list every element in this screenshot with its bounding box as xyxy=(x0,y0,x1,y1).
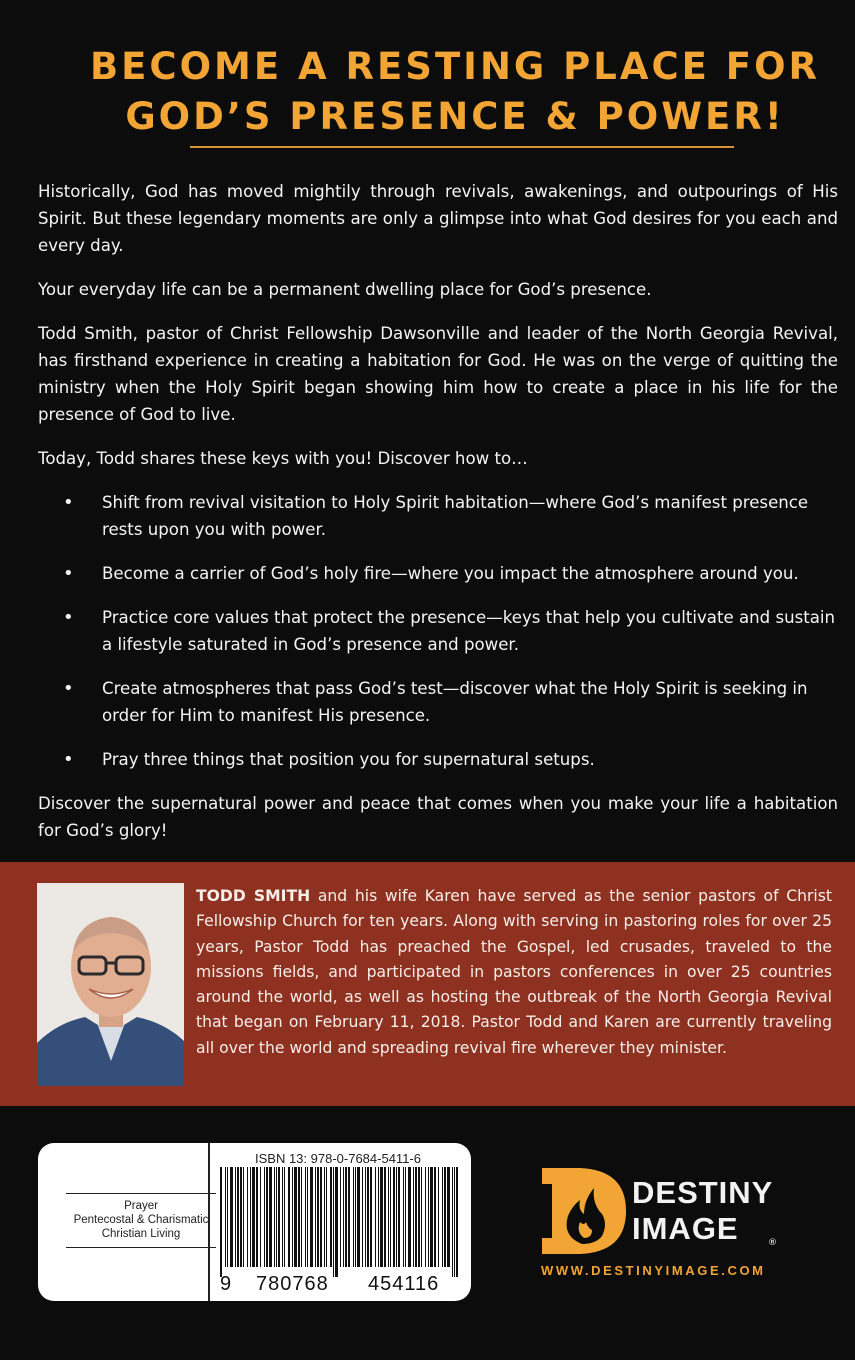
barcode-bar xyxy=(380,1167,383,1267)
publisher-name-line-2: IMAGE xyxy=(632,1211,739,1246)
barcode-bar xyxy=(230,1167,233,1267)
barcode-bar xyxy=(418,1167,420,1267)
barcode-bar xyxy=(294,1167,297,1267)
barcode-bar xyxy=(269,1167,272,1267)
barcode-bar xyxy=(240,1167,242,1267)
barcode-icon xyxy=(214,1167,464,1277)
barcode-bar xyxy=(415,1167,417,1267)
closing-paragraph: Discover the supernatural power and peace that comes when you make your life a habitation for God’s glory! xyxy=(38,794,838,840)
barcode-bar xyxy=(274,1167,275,1267)
barcode-bar xyxy=(390,1167,391,1267)
barcode-bar xyxy=(276,1167,277,1267)
barcode-bar xyxy=(375,1167,376,1267)
barcode-bar xyxy=(220,1167,222,1277)
barcode-bar xyxy=(388,1167,389,1267)
barcode-bar xyxy=(384,1167,386,1267)
barcode-bar xyxy=(260,1167,261,1267)
barcode-bar xyxy=(367,1167,369,1267)
isbn-digit-prefix: 9 xyxy=(220,1273,233,1295)
bullet-icon: • xyxy=(63,749,74,770)
publisher-logo xyxy=(540,1166,820,1256)
barcode-bar xyxy=(456,1167,458,1277)
barcode-bar xyxy=(345,1167,347,1267)
headline-line-1: BECOME A RESTING PLACE FOR xyxy=(89,45,821,88)
list-item xyxy=(38,604,838,658)
barcode-bar xyxy=(428,1167,429,1267)
barcode-bar xyxy=(225,1167,226,1267)
publisher-name-line-1: DESTINY xyxy=(632,1175,774,1210)
barcode-bar xyxy=(227,1167,228,1267)
barcode-bar xyxy=(335,1167,338,1277)
barcode-panel xyxy=(38,1143,471,1301)
benefit-list xyxy=(38,489,838,773)
barcode-bar xyxy=(447,1167,450,1267)
barcode-bar xyxy=(288,1167,290,1267)
barcode-divider xyxy=(208,1143,210,1301)
barcode-bar xyxy=(452,1167,453,1277)
barcode-bar xyxy=(243,1167,244,1267)
list-item xyxy=(38,560,838,587)
barcode-bar xyxy=(247,1167,248,1267)
list-item-text: Practice core values that protect the presence—keys that help you cultivate and sustain a lifestyle saturated in God’s presence and power. xyxy=(102,608,836,654)
flame-d-icon xyxy=(540,1166,628,1256)
barcode-bar xyxy=(252,1167,255,1267)
author-photo xyxy=(37,883,184,1086)
barcode-bar xyxy=(348,1167,350,1267)
barcode-bar xyxy=(292,1167,293,1267)
barcode-bar xyxy=(444,1167,446,1267)
barcode-bar xyxy=(353,1167,354,1267)
barcode-bar xyxy=(298,1167,300,1267)
barcode-bar xyxy=(430,1167,433,1267)
list-item-text: Become a carrier of God’s holy fire—where you impact the atmosphere around you. xyxy=(102,564,799,583)
headline xyxy=(60,42,850,142)
barcode-bar xyxy=(317,1167,319,1267)
isbn-digits-left: 780768 xyxy=(256,1273,329,1295)
author-bio xyxy=(196,884,832,1061)
list-item-text: Create atmospheres that pass God’s test—discover what the Holy Spirit is seeking in order for Him to manifest His presence. xyxy=(102,679,808,725)
barcode-bar xyxy=(237,1167,239,1267)
barcode-bar xyxy=(278,1167,280,1267)
bullet-icon: • xyxy=(63,678,74,699)
barcode-bar xyxy=(442,1167,443,1267)
list-item xyxy=(38,746,838,773)
barcode-bar xyxy=(266,1167,268,1267)
description xyxy=(38,178,838,861)
barcode-bar xyxy=(256,1167,258,1267)
barcode-bar xyxy=(250,1167,251,1267)
barcode-bar xyxy=(310,1167,313,1267)
barcode-bar xyxy=(393,1167,395,1267)
barcode-bar xyxy=(438,1167,439,1267)
author-bio-text: and his wife Karen have served as the senior pastors of Christ Fellowship Church for ten years. Along with serving in pastoring roles for over 25 years, Pastor Todd has preached the Gospel, led crusades, traveled to the missions fields, and participated in pastors conferences in over 25 countries around the world, as well as hosting the outbreak of the North Georgia Revival that began on February 11, 2018. Pastor Todd and Karen are currently traveling all over the world and spreading revival fire wherever they minister. xyxy=(196,887,832,1057)
barcode-bar xyxy=(362,1167,363,1267)
category-label: Pentecostal & Charismatic xyxy=(73,1214,209,1226)
barcode-bar xyxy=(413,1167,414,1267)
barcode-bar xyxy=(408,1167,411,1267)
isbn-label: ISBN 13: 978-0-7684-5411-6 xyxy=(255,1151,421,1166)
barcode-bar xyxy=(396,1167,397,1267)
barcode-bar xyxy=(378,1167,379,1267)
headline-divider xyxy=(190,146,734,148)
barcode-bar xyxy=(282,1167,283,1267)
author-bio-band xyxy=(0,862,855,1106)
category-label: Christian Living xyxy=(101,1228,181,1240)
author-portrait-icon xyxy=(37,883,184,1086)
bullet-icon: • xyxy=(63,607,74,628)
barcode-bar xyxy=(403,1167,404,1267)
registered-icon: ® xyxy=(768,1238,777,1248)
barcode-bar xyxy=(326,1167,327,1267)
isbn-digits-right: 454116 xyxy=(368,1273,440,1295)
barcode-bar xyxy=(454,1167,455,1277)
bullet-icon: • xyxy=(63,563,74,584)
barcode-bar xyxy=(398,1167,400,1267)
barcode-bar xyxy=(343,1167,344,1267)
headline-line-2: GOD’S PRESENCE & POWER! xyxy=(125,95,785,138)
barcode-bar xyxy=(305,1167,306,1267)
category-box xyxy=(66,1193,216,1248)
barcode-bar xyxy=(357,1167,360,1267)
barcode-bar xyxy=(421,1167,422,1267)
barcode-bar xyxy=(355,1167,356,1267)
barcode-bar xyxy=(340,1167,341,1267)
barcode-bar xyxy=(324,1167,325,1267)
barcode-bar xyxy=(235,1167,236,1267)
intro-paragraph: Your everyday life can be a permanent dwelling place for God’s presence. xyxy=(38,280,652,299)
barcode-bar xyxy=(434,1167,436,1267)
list-item-text: Shift from revival visitation to Holy Spirit habitation—where God’s manifest presence rests upon you with power. xyxy=(102,493,809,539)
barcode-bar xyxy=(320,1167,322,1267)
barcode-bar xyxy=(370,1167,372,1267)
list-item-text: Pray three things that position you for supernatural setups. xyxy=(102,750,595,769)
barcode-bar xyxy=(315,1167,316,1267)
barcode-bar xyxy=(425,1167,426,1267)
intro-paragraph: Historically, God has moved mightily through revivals, awakenings, and outpourings of His Spirit. But these legendary moments are only a glimpse into what God desires for you each and every day. xyxy=(38,182,838,255)
list-item xyxy=(38,489,838,543)
barcode-bar xyxy=(301,1167,302,1267)
barcode-bar xyxy=(365,1167,366,1267)
intro-paragraph: Today, Todd shares these keys with you! Discover how to… xyxy=(38,449,528,468)
barcode-bar xyxy=(405,1167,406,1267)
barcode-bar xyxy=(307,1167,308,1267)
intro-paragraph: Todd Smith, pastor of Christ Fellowship Dawsonville and leader of the North Georgia Revival, has firsthand experience in creating a habitation for God. He was on the verge of quitting the ministry when the Holy Spirit began showing him how to create a place in his life for the presence of God to live. xyxy=(38,324,838,424)
barcode-bar xyxy=(264,1167,265,1267)
barcode-bar xyxy=(284,1167,285,1267)
barcode-bar xyxy=(333,1167,334,1277)
list-item xyxy=(38,675,838,729)
category-label: Prayer xyxy=(124,1200,158,1212)
author-name: TODD SMITH xyxy=(196,887,311,905)
publisher-website: WWW.DESTINYIMAGE.COM xyxy=(541,1263,766,1278)
barcode-bar xyxy=(330,1167,332,1267)
bullet-icon: • xyxy=(63,492,74,513)
